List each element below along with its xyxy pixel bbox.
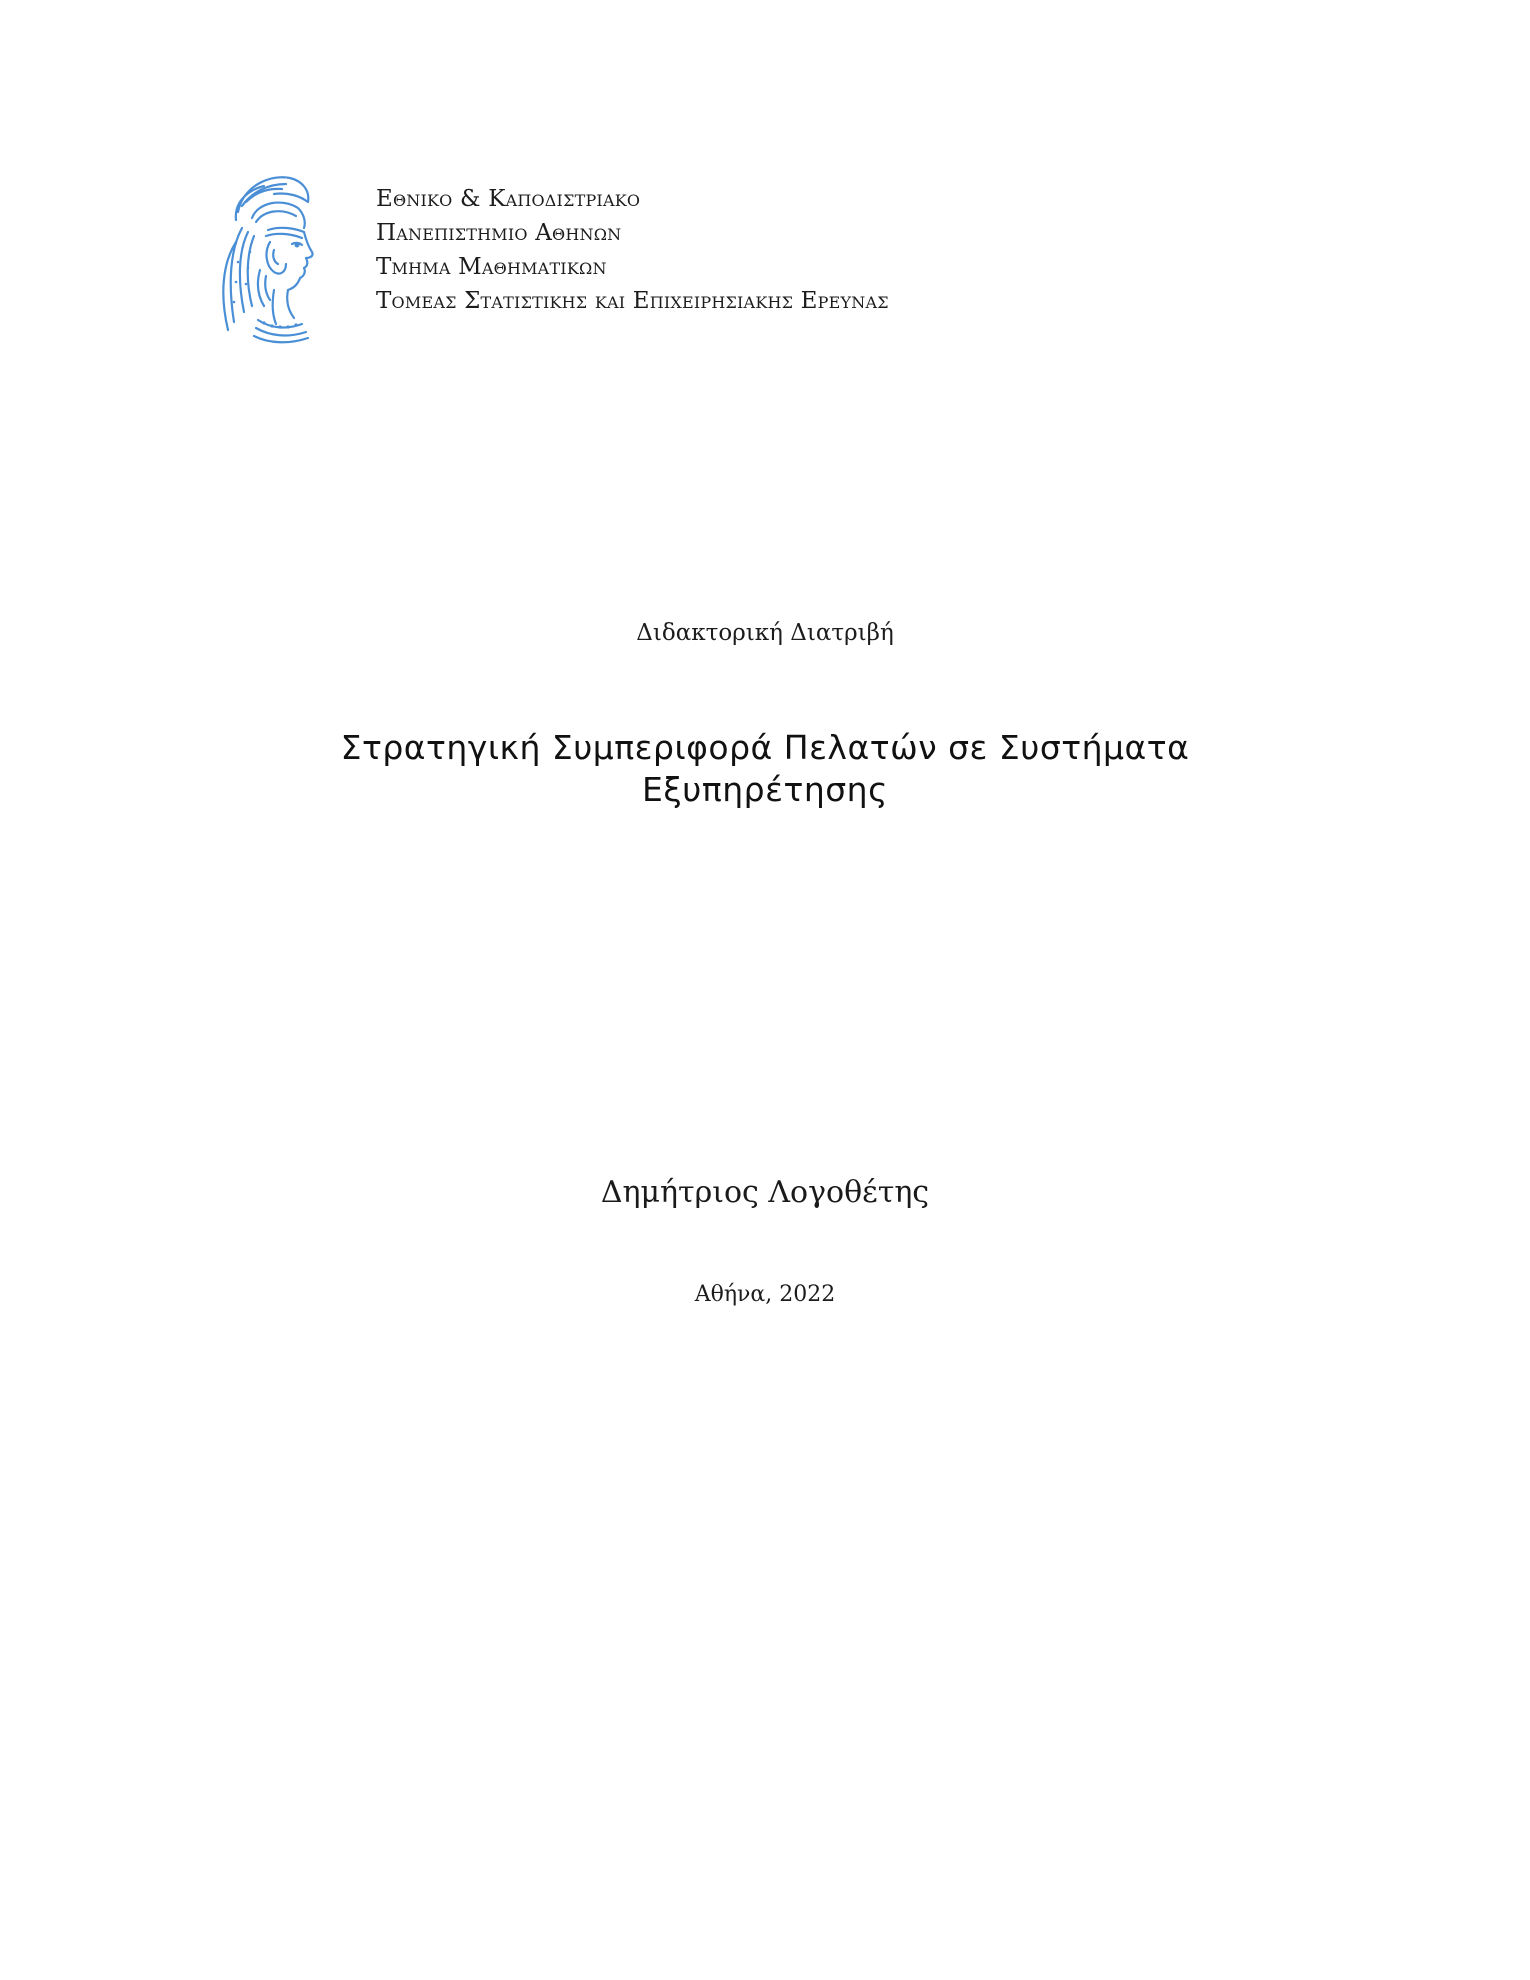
document-type: Διδακτορική Διατριβή [636, 620, 894, 646]
university-name-line-2: Πανεπιστημιο Αθηνων [376, 220, 622, 246]
institution-block [376, 182, 889, 318]
university-name-line-1: Εθνικο & Καποδιστριακο [376, 186, 641, 212]
athena-emblem-icon [208, 172, 320, 344]
thesis-title [265, 727, 1265, 811]
author-name: Δημήτριος Λογοθέτης [600, 1175, 930, 1210]
thesis-title-line-1: Στρατηγική Συμπεριφορά Πελατών σε Συστήματα [340, 728, 1190, 767]
section-name: Τομεας Στατιστικης και Επιχειρησιακης Ερευνας [376, 288, 889, 314]
department-name: Τμημα Μαθηματικων [376, 254, 607, 280]
place-and-date: Αθήνα, 2022 [694, 1282, 836, 1307]
thesis-title-line-2: Εξυπηρέτησης [642, 770, 888, 809]
